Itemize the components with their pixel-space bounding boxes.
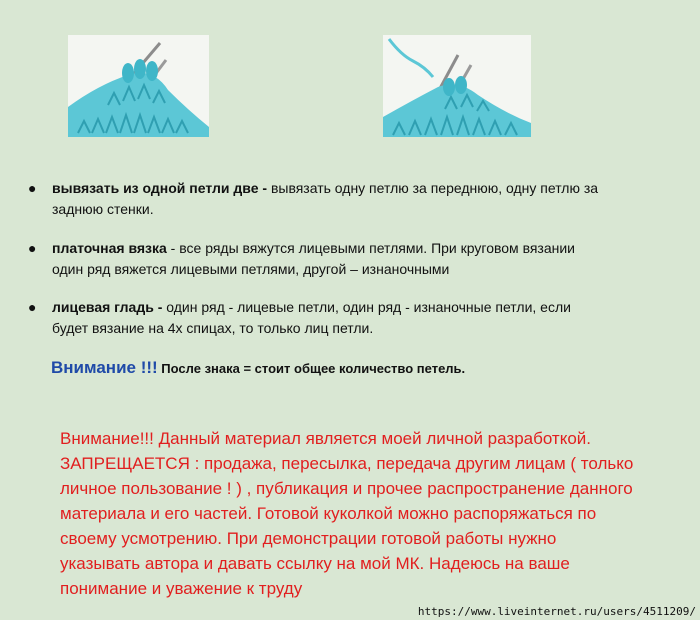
warning-line: своему усмотрению. При демонстрации готовой работы нужно (60, 529, 557, 548)
attention-text: После знака = стоит общее количество петель. (157, 361, 466, 376)
attention-title: Внимание !!! (51, 358, 158, 377)
bullet-icon: ● (28, 240, 37, 256)
warning-line: личное пользование ! ) , публикация и прочее распространение данного (60, 479, 633, 498)
definition-text: будет вязание на 4х спицах, то только лиц петли. (52, 320, 374, 336)
definition-text: один ряд - лицевые петли, один ряд - изнаночные петли, если (166, 299, 571, 315)
definition-text: один ряд вяжется лицевыми петлями, другой – изнаночными (52, 261, 450, 277)
definition-text: заднюю стенки. (52, 201, 154, 217)
list-item (28, 297, 571, 339)
warning-line: материала и его частей. Готовой куколкой можно распоряжаться по (60, 504, 597, 523)
knitting-illustration (68, 35, 209, 137)
term: вывязать из одной петли две - (52, 180, 271, 196)
term: платочная вязка (52, 240, 167, 256)
list-item (28, 178, 598, 220)
copyright-warning (60, 426, 700, 601)
attention-note (51, 358, 465, 378)
knitting-illustration (383, 35, 531, 137)
warning-line: указывать автора и давать ссылку на мой МК. Надеюсь на ваше (60, 554, 570, 573)
bullet-icon: ● (28, 299, 37, 315)
knitting-photo-needle-yarn-right (383, 35, 531, 137)
warning-line: ЗАПРЕЩАЕТСЯ : продажа, пересылка, передача другим лицам ( только (60, 454, 634, 473)
term: лицевая гладь - (52, 299, 167, 315)
knitting-photo-needle-left (68, 35, 209, 137)
definition-text: - все ряды вяжутся лицевыми петлями. При круговом вязании (166, 240, 576, 256)
list-item (28, 238, 575, 280)
source-url: https://www.liveinternet.ru/users/4511209/ (417, 605, 696, 618)
definition-text: вывязать одну петлю за переднюю, одну петлю за (270, 180, 599, 196)
warning-line: понимание и уважение к труду (60, 579, 303, 598)
bullet-icon: ● (28, 180, 37, 196)
warning-line: Внимание!!! Данный материал является моей личной разработкой. (60, 429, 592, 448)
